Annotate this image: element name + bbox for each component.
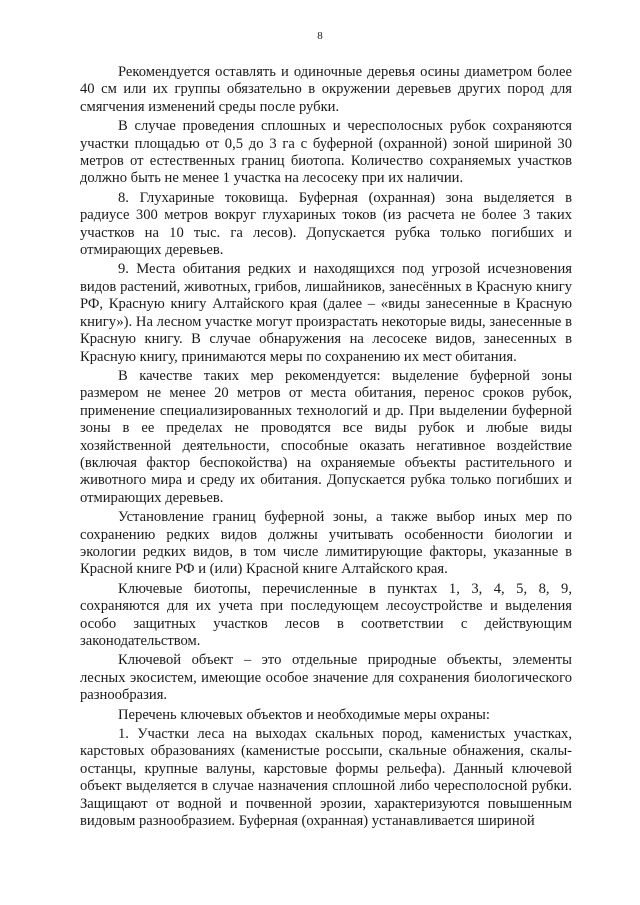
paragraph-clear-cutting: В случае проведения сплошных и чересполосных рубок сохраняются участки площадью от 0,5 до 3 га с буферной (охранной) зоной шириной 30 метров от естественных границ биотопа. Количество сохраняемых участков должно быть не менее 1 участка на лесосеку при их наличии. — [80, 118, 572, 187]
paragraph-key-objects-list-heading: Перечень ключевых объектов и необходимые меры охраны: — [118, 706, 490, 723]
paragraph-aspen-trees: Рекомендуется оставлять и одиночные деревья осины диаметром более 40 см или их группы обязательно в окружении деревьев других пород для смягчения изменений среды после рубки. — [80, 64, 572, 115]
paragraph-key-object-definition: Ключевой объект – это отдельные природные объекты, элементы лесных экосистем, имеющие особое значение для сохранения биологического разнообразия. — [80, 652, 572, 704]
document-body — [80, 64, 572, 832]
paragraph-rare-species-habitats: 9. Места обитания редких и находящихся под угрозой исчезновения видов растений, животных, грибов, лишайников, занесённых в Красную книгу РФ, Красную книгу Алтайского края (далее – «виды занесенные в Красную книгу»). На лесном участке могут произрастать некоторые виды, занесенные в Красную книгу. В случае обнаружения на лесосеке видов, занесенных в Красную книгу, принимаются меры по сохранению их мест обитания. — [80, 261, 572, 365]
paragraph-capercaillie-leks: 8. Глухариные токовища. Буферная (охранная) зона выделяется в радиусе 300 метров вокруг глухариных токов (из расчета не более 3 таких участков на 10 тыс. га лесов). Допускается рубка только погибших и отмирающих деревьев. — [80, 189, 572, 259]
paragraph-key-biotopes: Ключевые биотопы, перечисленные в пунктах 1, 3, 4, 5, 8, 9, сохраняются для их учета при последующем лесоустройстве и выделения особо защитных участков лесов в соответствии с действующим законодательством. — [80, 580, 572, 649]
page-number: 8 — [317, 30, 323, 42]
paragraph-buffer-zone-boundaries: Установление границ буферной зоны, а также выбор иных мер по сохранению редких видов должны учитывать особенности биологии и экологии редких видов, в том числе лимитирующие факторы, указанные в Красной книге РФ и (или) Красной книге Алтайского края. — [80, 509, 572, 578]
paragraph-rock-outcrops: 1. Участки леса на выходах скальных пород, каменистых участках, карстовых образованиях (каменистые россыпи, скальные обнажения, скалы-останцы, крупные валуны, карстовые формы рельефа). Данный ключевой объект выделяется в случае назначения сплошной либо чересполосной рубки. Защищают от водной и почвенной эрозии, характеризуются повышенным видовым разнообразием. Буферная (охранная) устанавливается шириной — [80, 726, 572, 830]
paragraph-protective-measures: В качестве таких мер рекомендуется: выделение буферной зоны размером не менее 20 метров от места обитания, перенос сроков рубок, применение специализированных технологий и др. При выделении буферной зоны в ее пределах не проводятся все виды рубок и любые виды хозяйственной деятельности, способные оказать негативное воздействие (включая фактор беспокойства) на охраняемые объекты растительного и животного мира и среду их обитания. Допускается рубка только погибших и отмирающих деревьев. — [80, 367, 572, 506]
